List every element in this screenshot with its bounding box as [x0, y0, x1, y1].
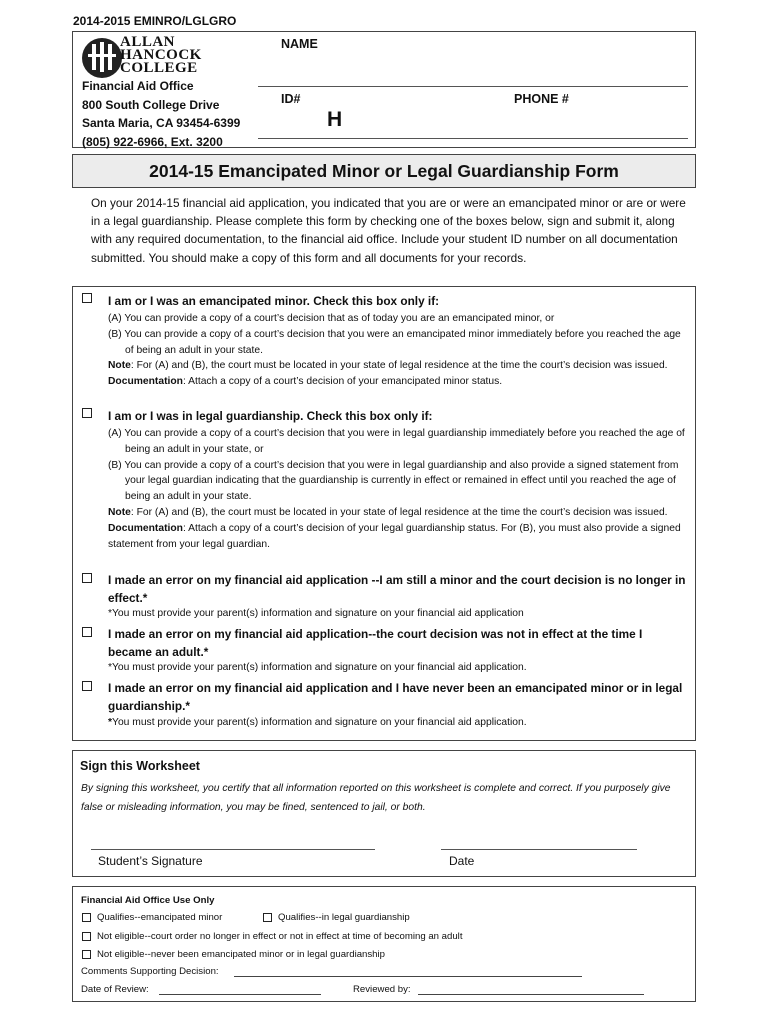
not-eligible-never-checkbox[interactable]	[82, 950, 91, 959]
emancipated-minor-checkbox[interactable]	[82, 293, 92, 303]
office-use-title: Financial Aid Office Use Only	[81, 895, 215, 906]
not-eligible-court-order-checkbox[interactable]	[82, 932, 91, 941]
student-signature-field[interactable]	[91, 849, 375, 850]
emancipated-minor-heading: I am or I was an emancipated minor. Check this box only if:	[108, 294, 440, 308]
error-never-note-text: You must provide your parent(s) information and signature on your financial aid application.	[112, 717, 527, 728]
minor-doc-label: Documentation	[108, 376, 183, 388]
minor-documentation	[108, 374, 688, 390]
student-signature-label: Student’s Signature	[98, 854, 203, 868]
signature-date-field[interactable]	[441, 849, 637, 850]
qualifies-guardianship-label: Qualifies--in legal guardianship	[278, 912, 410, 923]
id-label: ID#	[281, 92, 301, 106]
not-eligible-court-order-label: Not eligible--court order no longer in effect or not in effect at time of becoming an adult	[97, 931, 463, 942]
error-still-minor-checkbox[interactable]	[82, 573, 92, 583]
error-never-checkbox[interactable]	[82, 681, 92, 691]
guardianship-option-b: (B) You can provide a copy of a court’s decision that you were in legal guardianship and also provide a signed statement from your legal guardian indicating that the guardianship is currently in effect or remained in effect until you reached the age of being an adult in your state.	[108, 459, 679, 503]
emancipated-minor-details	[108, 311, 688, 390]
guardianship-doc-text: : Attach a copy of a court’s decision of your legal guardianship status. For (B), you must also provide a signed statement from your legal guardian.	[108, 522, 681, 550]
office-address	[82, 77, 240, 151]
error-never-heading: I made an error on my financial aid application and I have never been an emancipated minor or in legal guardianship.*	[108, 681, 683, 713]
sign-title: Sign this Worksheet	[80, 759, 200, 773]
signature-date-label: Date	[449, 854, 475, 868]
reviewed-by-field[interactable]	[418, 994, 644, 995]
comments-label: Comments Supporting Decision:	[81, 966, 219, 977]
office-city: Santa Maria, CA 93454-6399	[82, 116, 241, 130]
legal-guardianship-checkbox[interactable]	[82, 408, 92, 418]
minor-note-label: Note	[108, 360, 131, 372]
sign-certification-text: By signing this worksheet, you certify that all information reported on this worksheet is complete and correct. If you purposely give false or misleading information, you may be fined, sentenced to jail, or both.	[81, 783, 671, 813]
legal-guardianship-heading: I am or I was in legal guardianship. Check this box only if:	[108, 409, 433, 423]
office-name: Financial Aid Office	[82, 79, 194, 93]
date-of-review-field[interactable]	[159, 994, 321, 995]
guardianship-note	[108, 505, 688, 521]
college-emblem-icon	[80, 36, 124, 80]
name-field[interactable]	[258, 86, 688, 87]
id-phone-field-line	[258, 138, 688, 139]
error-not-in-effect-checkbox[interactable]	[82, 627, 92, 637]
minor-note	[108, 358, 688, 374]
date-of-review-label: Date of Review:	[81, 984, 149, 995]
name-label: NAME	[281, 37, 318, 51]
id-field-value[interactable]: H	[327, 108, 343, 131]
error-not-in-effect-heading: I made an error on my financial aid application--the court decision was not in effect at the time I became an adult.*	[108, 627, 643, 659]
error-not-in-effect-note: *You must provide your parent(s) information and signature on your financial aid application.	[108, 662, 527, 673]
guardianship-note-label: Note	[108, 506, 131, 518]
error-never-note	[108, 715, 527, 731]
legal-guardianship-details	[108, 426, 688, 552]
not-eligible-never-label: Not eligible--never been emancipated minor or in legal guardianship	[97, 949, 385, 960]
minor-doc-text: : Attach a copy of a court’s decision of your emancipated minor status.	[182, 376, 503, 388]
page-title: 2014-15 Emancipated Minor or Legal Guardianship Form	[149, 161, 619, 181]
minor-note-text: : For (A) and (B), the court must be located in your state of legal residence at the time the court’s decision was issued.	[130, 360, 668, 372]
qualifies-guardianship-checkbox[interactable]	[263, 913, 272, 922]
logo-line-3: COLLEGE	[120, 60, 198, 76]
logo-line-2: HANCOCK	[120, 47, 202, 63]
office-phone: (805) 922-6966, Ext. 3200	[82, 134, 223, 149]
comments-field[interactable]	[234, 976, 582, 977]
error-still-minor-note: *You must provide your parent(s) information and signature on your financial aid application	[108, 608, 524, 619]
guardianship-doc-label: Documentation	[108, 522, 183, 534]
guardianship-option-a: (A) You can provide a copy of a court’s decision that you were in legal guardianship immediately before you reached the age of being an adult in your state, or	[108, 428, 685, 455]
form-code: 2014-2015 EMINRO/LGLGRO	[73, 14, 237, 28]
error-never-note-star: *	[108, 717, 113, 728]
minor-option-b: (B) You can provide a copy of a court’s decision that you were an emancipated minor immediately before you reached the age of being an adult in your state.	[108, 328, 681, 356]
intro-paragraph: On your 2014-15 financial aid application, you indicated that you are or were an emancipated minor or are or were in a legal guardianship. Please complete this form by checking one of the boxes below, sign and submit it, along with any required documentation, to the financial aid office. Include your student ID number on all documentation submitted. You should make a copy of this form and all documents for your records.	[91, 196, 686, 265]
reviewed-by-label: Reviewed by:	[353, 984, 411, 995]
qualifies-minor-checkbox[interactable]	[82, 913, 91, 922]
guardianship-note-text: : For (A) and (B), the court must be located in your state of legal residence at the time the court’s decision was issued.	[130, 506, 668, 518]
qualifies-minor-label: Qualifies--emancipated minor	[97, 912, 223, 923]
phone-label: PHONE #	[514, 92, 569, 106]
error-still-minor-heading: I made an error on my financial aid application --I am still a minor and the court decision is no longer in effect.*	[108, 573, 686, 605]
guardianship-documentation	[108, 521, 688, 553]
office-street: 800 South College Drive	[82, 97, 220, 112]
logo-line-1: ALLAN	[120, 34, 176, 50]
college-logo	[80, 36, 220, 80]
minor-option-a: (A) You can provide a copy of a court’s decision that as of today you are an emancipated minor, or	[108, 313, 555, 324]
